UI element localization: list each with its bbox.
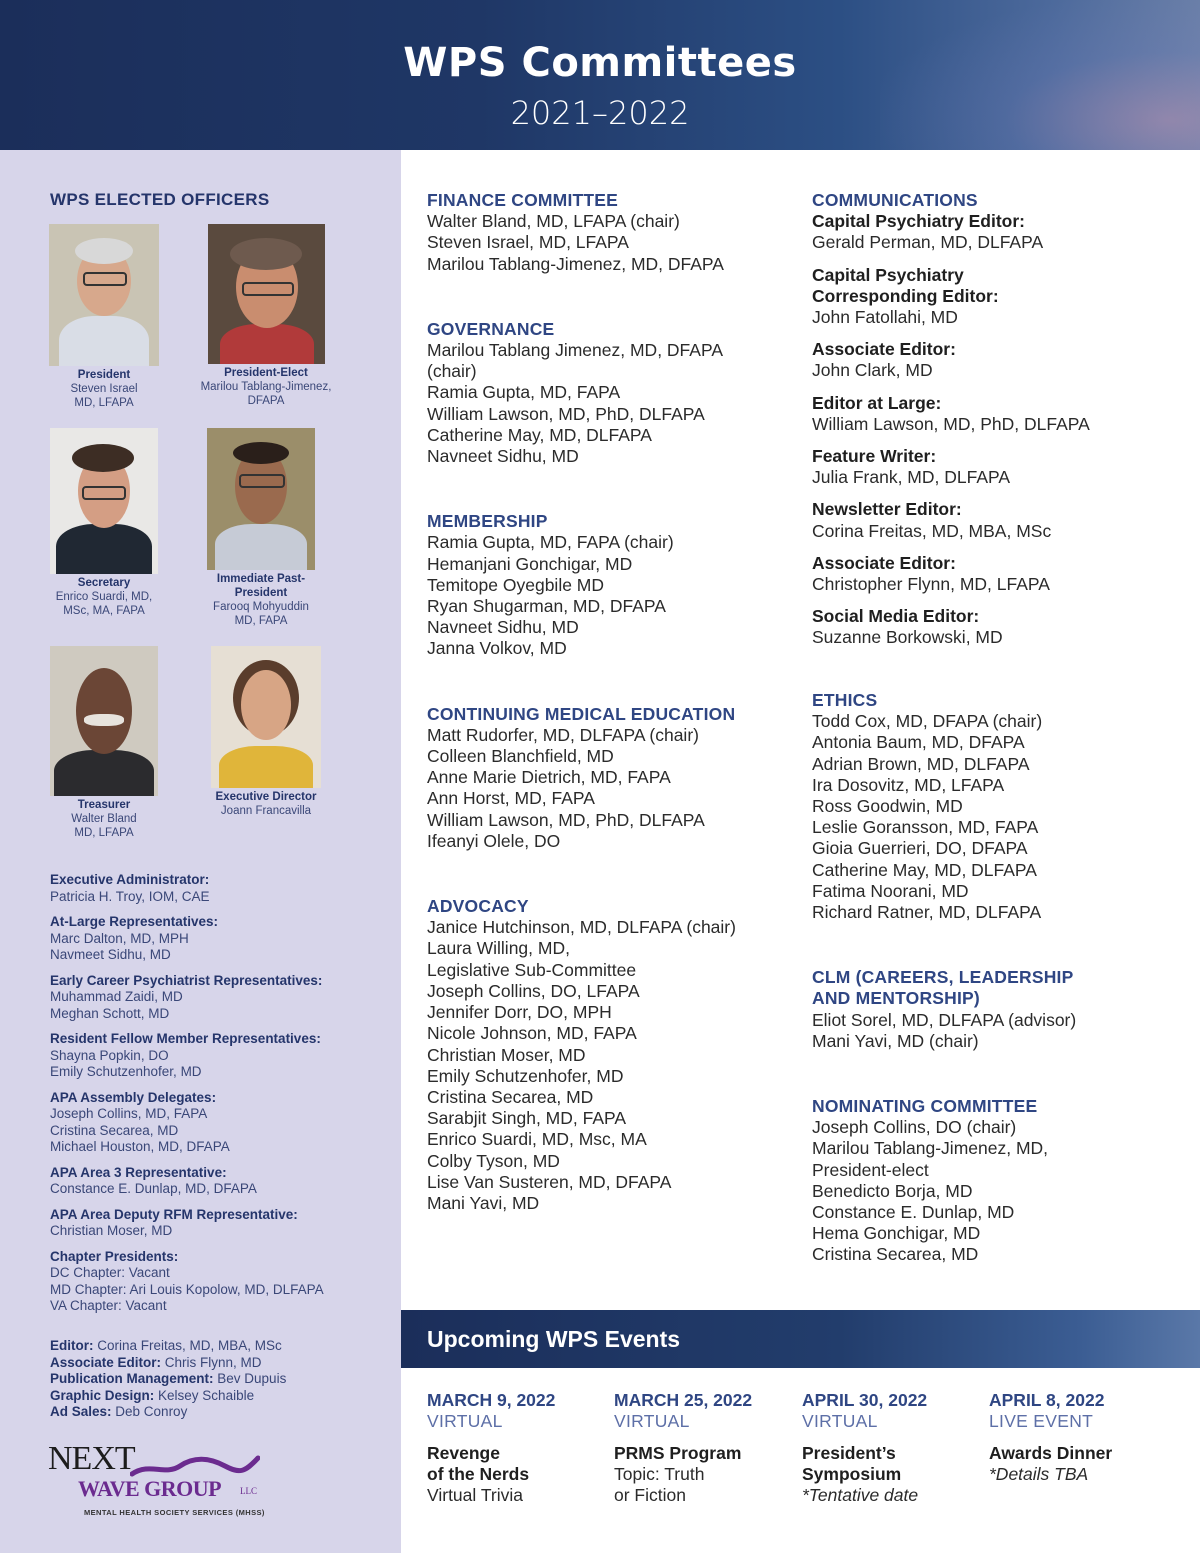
officer-past-president: Immediate Past- President Farooq Mohyuddin MD, FAPA xyxy=(190,428,332,628)
officers-sidebar xyxy=(0,150,401,1553)
group-at-large: At-Large Representatives: Marc Dalton, MD, MPH Navmeet Sidhu, MD xyxy=(50,914,219,962)
next-wave-group-logo: NEXT WAVE GROUP LLC MENTAL HEALTH SOCIETY SERVICES (MHSS) xyxy=(48,1440,265,1517)
committee-governance: GOVERNANCE Marilou Tablang Jimenez, MD, DFAPA (chair) Ramia Gupta, MD, FAPA William Lawson, MD, PhD, DLFAPA Catherine May, MD, DLFAPA Navneet Sidhu, MD xyxy=(427,318,723,467)
event-card: APRIL 30, 2022 VIRTUAL President’s Symposium *Tentative date xyxy=(802,1390,928,1505)
officers-title: WPS ELECTED OFFICERS xyxy=(50,190,270,209)
event-card: APRIL 8, 2022 LIVE EVENT Awards Dinner *Details TBA xyxy=(989,1390,1113,1484)
committee-cme: CONTINUING MEDICAL EDUCATION Matt Rudorfer, MD, DLFAPA (chair) Colleen Blanchfield, MD Anne Marie Dietrich, MD, FAPA Ann Horst, MD, FAPA William Lawson, MD, PhD, DLFAPA Ifeanyi Olele, DO xyxy=(427,703,736,851)
comm-item: Capital Psychiatry Editor: Gerald Perman, MD, DLFAPA xyxy=(812,211,1044,253)
event-card: MARCH 9, 2022 VIRTUAL Revenge of the Nerds Virtual Trivia xyxy=(427,1390,556,1505)
group-early-career: Early Career Psychiatrist Representatives: Muhammad Zaidi, MD Meghan Schott, MD xyxy=(50,972,323,1021)
group-assembly-delegates: APA Assembly Delegates: Joseph Collins, MD, FAPA Cristina Secarea, MD Michael Houston, MD, DFAPA xyxy=(50,1089,230,1154)
committee-clm: CLM (CAREERS, LEADERSHIP AND MENTORSHIP) Eliot Sorel, MD, DLFAPA (advisor) Mani Yavi, MD (chair) xyxy=(812,967,1077,1051)
comm-item: Social Media Editor: Suzanne Borkowski, MD xyxy=(812,606,1003,648)
page-title: WPS Committees xyxy=(403,40,797,86)
committee-finance: FINANCE COMMITTEE Walter Bland, MD, LFAPA (chair) Steven Israel, MD, LFAPA Marilou Tablang-Jimenez, MD, DFAPA xyxy=(427,190,724,274)
credit-publication-management: Publication Management: Bev Dupuis xyxy=(50,1371,287,1386)
comm-item: Feature Writer: Julia Frank, MD, DLFAPA xyxy=(812,446,1011,488)
officer-photo xyxy=(208,224,325,364)
officer-secretary: Secretary Enrico Suardi, MD, MSc, MA, FAPA xyxy=(40,428,168,618)
publication-credits xyxy=(50,1338,380,1421)
wave-swoosh-icon xyxy=(130,1454,260,1478)
group-resident-fellow: Resident Fellow Member Representatives: Shayna Popkin, DO Emily Schutzenhofer, MD xyxy=(50,1031,321,1079)
officer-groups xyxy=(50,872,380,1324)
comm-item: Associate Editor: John Clark, MD xyxy=(812,339,956,381)
committee-advocacy: ADVOCACY Janice Hutchinson, MD, DLFAPA (chair) Laura Willing, MD, Legislative Sub-Committee Joseph Collins, DO, LFAPA Jennifer Dorr, DO, MPH Nicole Johnson, MD, FAPA Christian Moser, MD Emily Schutzenhofer, MD Cristina Secarea, MD Sarabjit Singh, MD, FAPA Enrico Suardi, MD, Msc, MA Colby Tyson, MD Lise Van Susteren, MD, DFAPA Mani Yavi, MD xyxy=(427,896,736,1213)
comm-item: Capital Psychiatry Corresponding Editor: John Fatollahi, MD xyxy=(812,264,999,328)
officer-photo xyxy=(49,224,159,366)
page-years: 2021–2022 xyxy=(510,94,690,132)
comm-item: Associate Editor: Christopher Flynn, MD, LFAPA xyxy=(812,552,1050,595)
officer-photo xyxy=(211,646,321,788)
committee-nominating: NOMINATING COMMITTEE Joseph Collins, DO (chair) Marilou Tablang-Jimenez, MD, President-elect Benedicto Borja, MD Constance E. Dunlap, MD Hema Gonchigar, MD Cristina Secarea, MD xyxy=(812,1096,1049,1265)
committees-column-left xyxy=(427,190,802,1244)
group-area3: APA Area 3 Representative: Constance E. Dunlap, MD, DFAPA xyxy=(50,1164,257,1196)
credit-editor: Editor: Corina Freitas, MD, MBA, MSc xyxy=(50,1338,282,1353)
group-chapter-presidents: Chapter Presidents: DC Chapter: Vacant MD Chapter: Ari Louis Kopolow, MD, DLFAPA VA Chapter: Vacant xyxy=(50,1248,324,1313)
communications-section: COMMUNICATIONS Capital Psychiatry Editor: Gerald Perman, MD, DLFAPA Capital Psychiatry Corresponding Editor: John Fatollahi, MD Associate Editor: John Clark, MD Editor at Large: William Lawson, MD, PhD, DLFAPA Feature Writer: Julia Frank, MD, DLFAPA Newsletter Editor: Corina Freitas, MD, MBA, MSc Associate Editor: Christopher Flynn, MD, LFAPA Social Media Editor: Suzanne Borkowski, MD xyxy=(812,190,1192,660)
officer-photo xyxy=(207,428,315,570)
officer-president-elect: President-Elect Marilou Tablang-Jimenez, DFAPA xyxy=(190,224,342,408)
credit-ad-sales: Ad Sales: Deb Conroy xyxy=(50,1404,188,1419)
credit-associate-editor: Associate Editor: Chris Flynn, MD xyxy=(50,1354,262,1370)
officer-photo xyxy=(50,428,158,574)
officer-treasurer: Treasurer Walter Bland MD, LFAPA xyxy=(40,646,168,840)
officer-president: President Steven Israel MD, LFAPA xyxy=(40,224,168,410)
officer-photo xyxy=(50,646,158,796)
committee-ethics: ETHICS Todd Cox, MD, DFAPA (chair) Antonia Baum, MD, DFAPA Adrian Brown, MD, DLFAPA Ira Dosovitz, MD, LFAPA Ross Goodwin, MD Leslie Goransson, MD, FAPA Gioia Guerrieri, DO, DFAPA Catherine May, MD, DLFAPA Fatima Noorani, MD Richard Ratner, MD, DLFAPA xyxy=(812,690,1043,923)
comm-item: Editor at Large: William Lawson, MD, PhD, DLFAPA xyxy=(812,392,1090,434)
group-deputy-rfm: APA Area Deputy RFM Representative: Christian Moser, MD xyxy=(50,1206,298,1238)
events-banner: Upcoming WPS Events xyxy=(401,1310,1200,1368)
committee-membership: MEMBERSHIP Ramia Gupta, MD, FAPA (chair) Hemanjani Gonchigar, MD Temitope Oyegbile MD Ryan Shugarman, MD, DFAPA Navneet Sidhu, MD Janna Volkov, MD xyxy=(427,511,674,659)
comm-item: Newsletter Editor: Corina Freitas, MD, MBA, MSc xyxy=(812,499,1052,541)
credit-graphic-design: Graphic Design: Kelsey Schaible xyxy=(50,1387,255,1403)
officer-executive-director: Executive Director Joann Francavilla xyxy=(190,646,342,818)
event-card: MARCH 25, 2022 VIRTUAL PRMS Program Topic: Truth or Fiction xyxy=(614,1390,753,1505)
group-executive-administrator: Executive Administrator: Patricia H. Troy, IOM, CAE xyxy=(50,872,210,904)
page-header xyxy=(0,0,1200,150)
committees-column-right xyxy=(812,690,1192,1296)
